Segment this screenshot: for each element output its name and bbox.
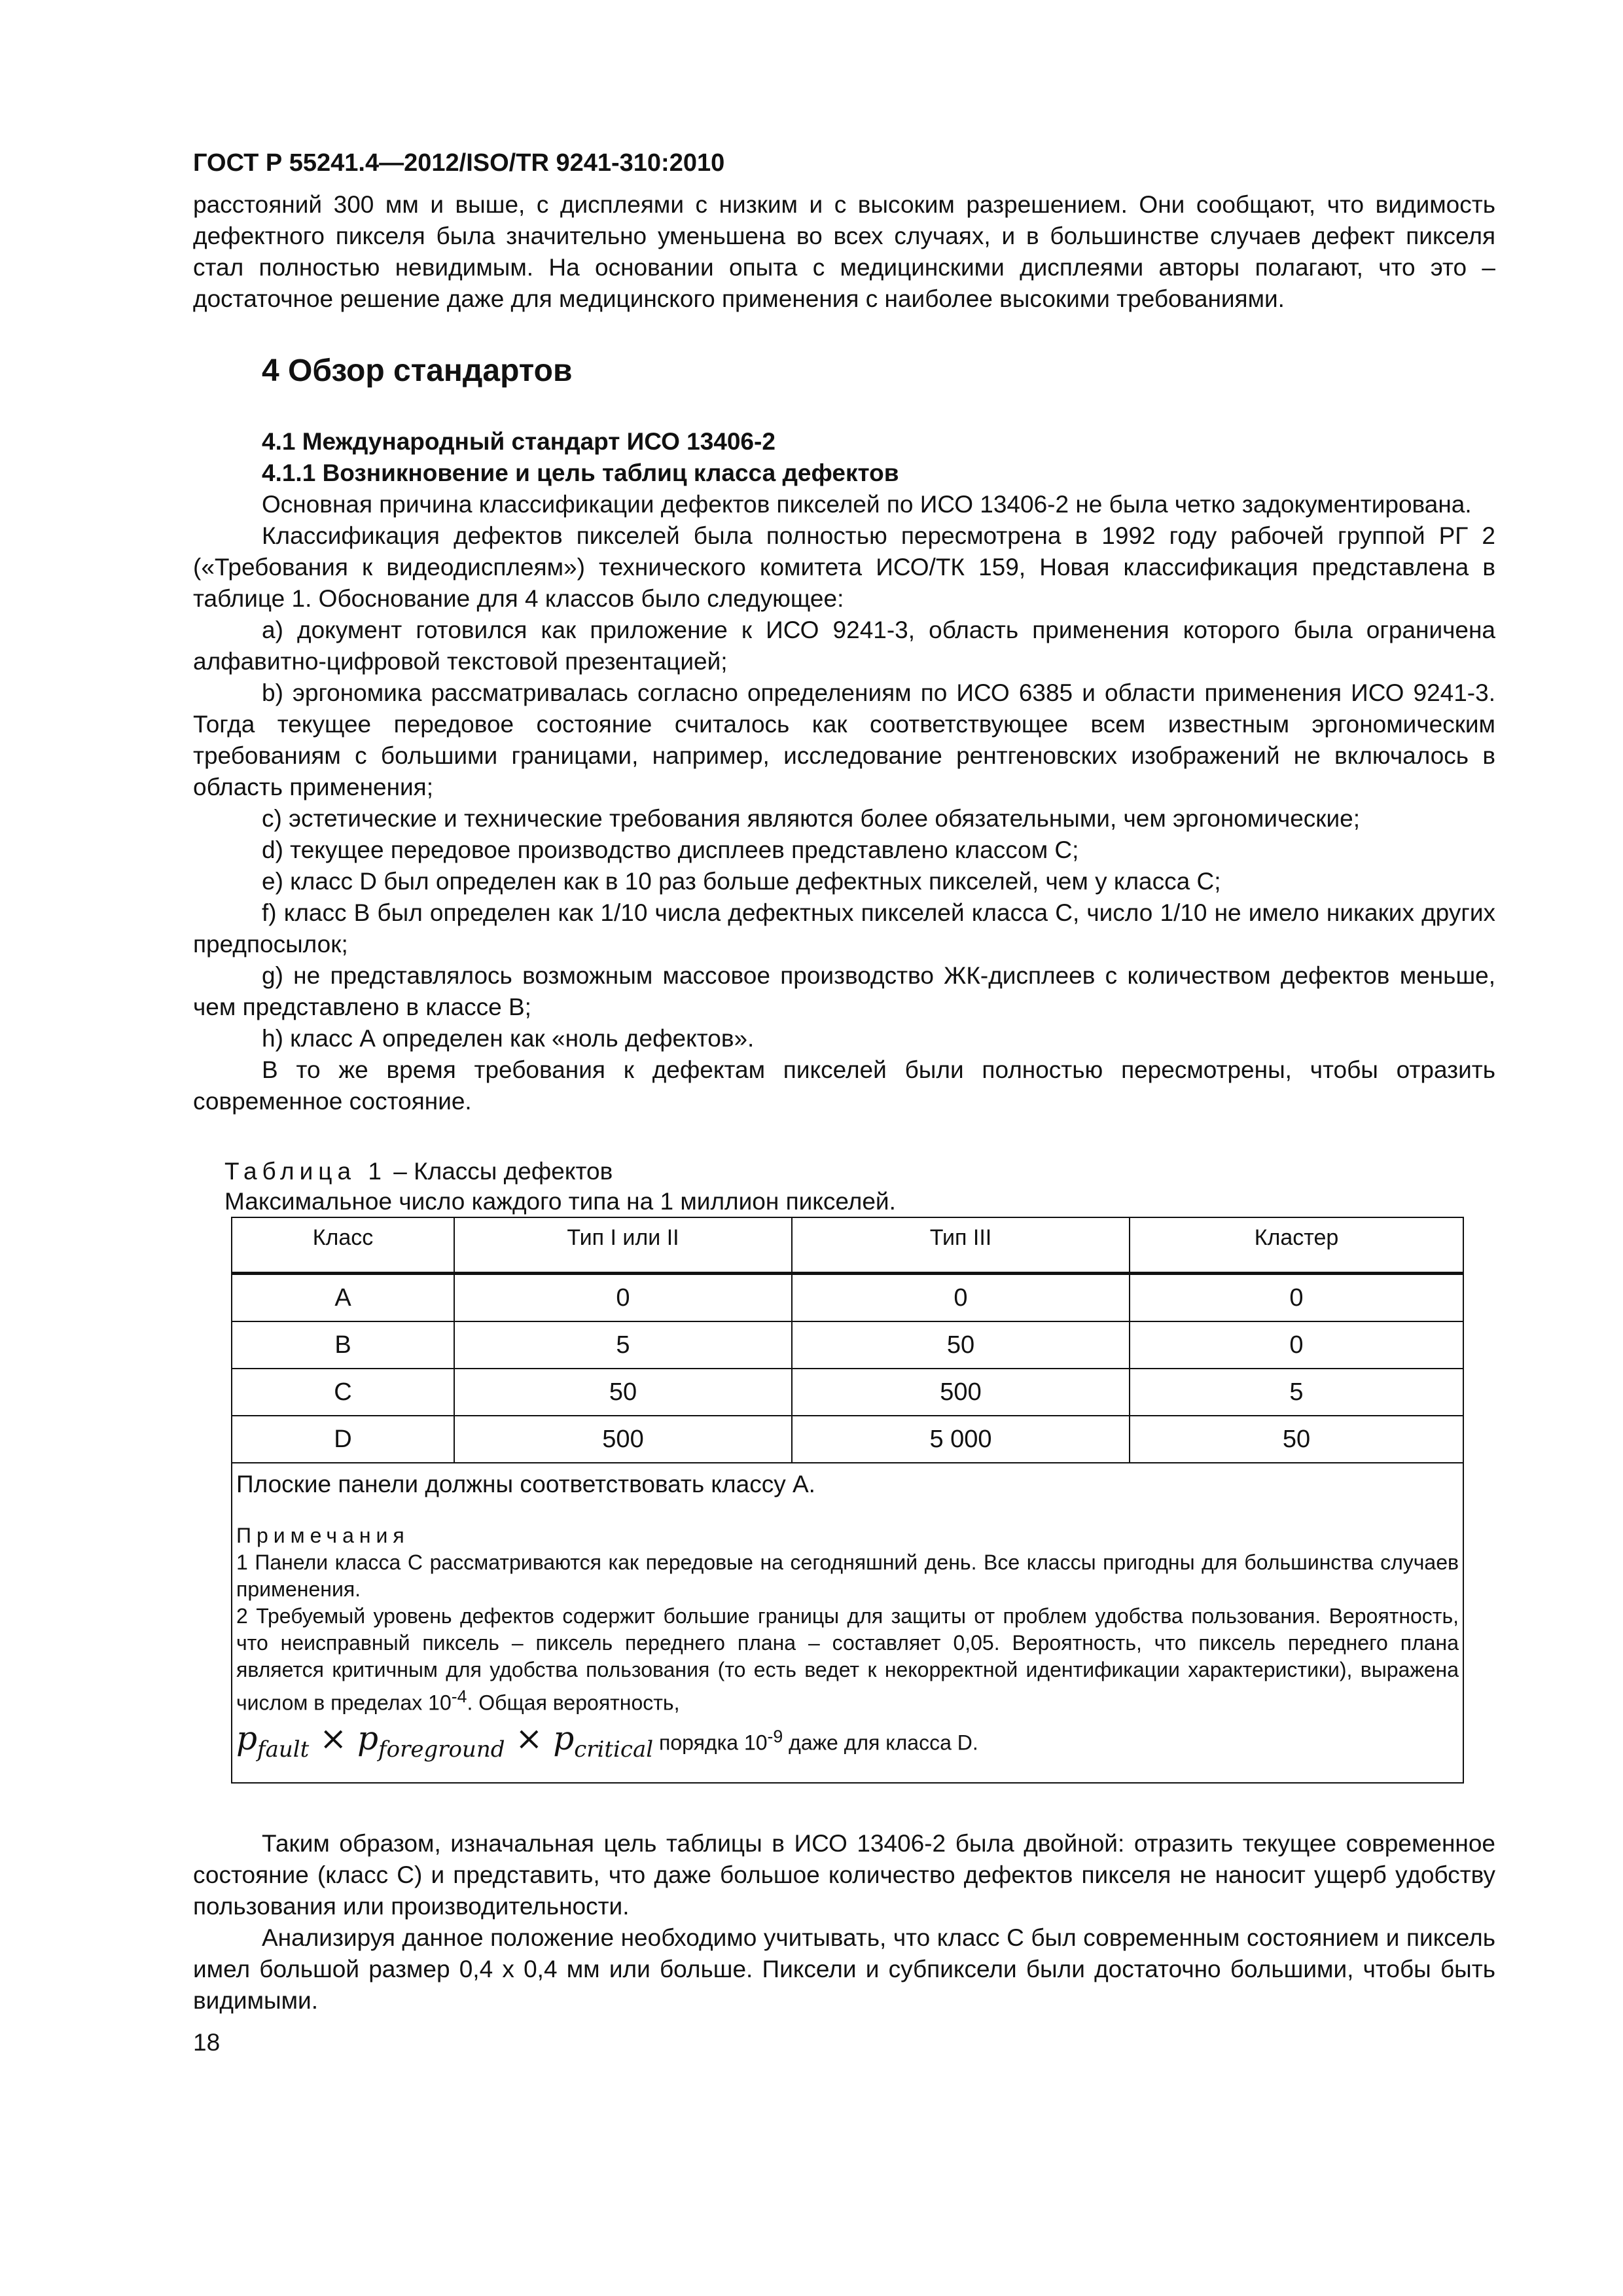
table-cell: 5 <box>1130 1369 1463 1416</box>
table-cell: 0 <box>454 1274 792 1322</box>
table-cell: B <box>232 1321 454 1369</box>
note-2-text: 2 Требуемый уровень дефектов содержит большие границы для защиты от проблем удобства пользования. Вероятность, что неисправный пиксель – пиксель переднего плана – составляет 0,05. Вероятность, что пиксель переднего плана является критичным для удобства пользования (то есть ведет к некорректной идентификации характеристики), выражена числом в пределах 10 <box>236 1604 1459 1715</box>
column-header: Класс <box>232 1217 454 1274</box>
list-item-h: h) класс А определен как «ноль дефектов». <box>262 1025 755 1052</box>
formula-p: p <box>553 1719 575 1758</box>
defect-class-table <box>231 1217 1464 1784</box>
list-item-f: f) класс В был определен как 1/10 числа дефектных пикселей класса С, число 1/10 не имело никаких других предпосылок; <box>193 899 1495 958</box>
table-cell: 50 <box>454 1369 792 1416</box>
formula-sub-critical: critical <box>574 1736 654 1763</box>
table-cell: 0 <box>1130 1321 1463 1369</box>
table-header-row <box>232 1217 1463 1274</box>
formula-exponent: -9 <box>767 1726 783 1746</box>
table-cell: 0 <box>1130 1274 1463 1322</box>
document-page <box>193 147 1495 2058</box>
note-1: 1 Панели класса С рассматриваются как передовые на сегодняшний день. Все классы пригодны для большинства случаев применения. <box>236 1551 1459 1601</box>
table-row <box>232 1369 1463 1416</box>
list-item-d: d) текущее передовое производство дисплеев представлено классом С; <box>262 836 1079 863</box>
list-item-e: e) класс D был определен как в 10 раз больше дефектных пикселей, чем у класса С; <box>262 868 1221 895</box>
table-cell: 500 <box>454 1416 792 1463</box>
table-cell: 0 <box>792 1274 1130 1322</box>
paragraph-3: В то же время требования к дефектам пикселей были полностью пересмотрены, чтобы отразить современное состояние. <box>193 1056 1495 1115</box>
table-caption-label: Таблица 1 <box>224 1158 387 1185</box>
table-row <box>232 1321 1463 1369</box>
table-caption <box>193 1157 1495 1187</box>
formula-tail-end: даже для класса D. <box>783 1731 978 1755</box>
table-footer-text: Плоские панели должны соответствовать классу А. <box>236 1471 815 1498</box>
formula-p: p <box>236 1719 258 1758</box>
paragraph-1: Основная причина классификации дефектов пикселей по ИСО 13406-2 не была четко задокументирована. <box>262 491 1472 518</box>
list-item-g: g) не представлялось возможным массовое производство ЖК-дисплеев с количеством дефектов меньше, чем представлено в классе В; <box>193 962 1495 1020</box>
subsubsection-title: 4.1.1 Возникновение и цель таблиц класса дефектов <box>262 459 899 486</box>
formula-sub-fault: fault <box>257 1736 310 1763</box>
paragraph-2: Классификация дефектов пикселей была полностью пересмотрена в 1992 году рабочей группой РГ 2 («Требования к видеодисплеям») технического комитета ИСО/ТК 159, Новая классификация представлена в таблице 1. Обоснование для 4 классов было следующее: <box>193 522 1495 612</box>
column-header: Тип III <box>792 1217 1130 1274</box>
formula-tail: порядка 10 <box>653 1731 768 1755</box>
note-2 <box>236 1603 1459 1717</box>
list-item-b: b) эргономика рассматривалась согласно определениям по ИСО 6385 и области применения ИСО 9241-3. Тогда текущее передовое состояние считалось как соответствующее всем известным эргономическим требованиям с большими границами, например, исследование рентгеновских изображений не включалось в область применения; <box>193 679 1495 800</box>
table-notes-cell <box>232 1463 1463 1783</box>
document-header: ГОСТ Р 55241.4—2012/ISO/TR 9241-310:2010 <box>193 149 725 177</box>
table-cell: 50 <box>792 1321 1130 1369</box>
page-number: 18 <box>193 2029 221 2056</box>
section-title: 4 Обзор стандартов <box>262 353 573 388</box>
table-cell: A <box>232 1274 454 1322</box>
table-notes-row <box>232 1463 1463 1783</box>
formula-times: × <box>505 1719 554 1758</box>
list-item-c: c) эстетические и технические требования являются более обязательными, чем эргономические; <box>262 805 1361 832</box>
formula-line <box>236 1717 1459 1770</box>
subsection-title: 4.1 Международный стандарт ИСО 13406-2 <box>262 428 776 455</box>
intro-paragraph: расстояний 300 мм и выше, с дисплеями с низким и с высоким разрешением. Они сообщают, что видимость дефектного пикселя была значительно уменьшена во всех случаях, и в большинстве случаев дефект пикселя стал полностью невидимым. На основании опыта с медицинскими дисплеями авторы полагают, что это – достаточное решение даже для медицинского применения с наиболее высокими требованиями. <box>193 191 1495 312</box>
table-subcaption: Максимальное число каждого типа на 1 миллион пикселей. <box>224 1188 896 1215</box>
paragraph-4: Таким образом, изначальная цель таблицы в ИСО 13406-2 была двойной: отразить текущее современное состояние (класс С) и представить, что даже большое количество дефектов пикселя не наносит ущерб удобству пользования или производительности. <box>193 1830 1495 1920</box>
table-cell: D <box>232 1416 454 1463</box>
table-row <box>232 1416 1463 1463</box>
formula-sub-foreground: foreground <box>378 1736 505 1763</box>
column-header: Кластер <box>1130 1217 1463 1274</box>
note-2-exponent: -4 <box>451 1687 467 1706</box>
table-caption-title: – Классы дефектов <box>386 1158 613 1185</box>
list-item-a: a) документ готовился как приложение к ИСО 9241-3, область применения которого была ограничена алфавитно-цифровой текстовой презентацией; <box>193 617 1495 675</box>
notes-title: Примечания <box>236 1524 410 1547</box>
paragraph-5: Анализируя данное положение необходимо учитывать, что класс С был современным состоянием и пиксель имел большой размер 0,4 х 0,4 мм или больше. Пиксели и субпиксели были достаточно большими, чтобы быть видимыми. <box>193 1924 1495 2015</box>
note-2-end: . Общая вероятность, <box>467 1691 680 1715</box>
table-cell: 5 000 <box>792 1416 1130 1463</box>
column-header: Тип I или II <box>454 1217 792 1274</box>
formula-p: p <box>357 1719 379 1758</box>
formula-times: × <box>309 1719 357 1758</box>
table-cell: C <box>232 1369 454 1416</box>
table-cell: 50 <box>1130 1416 1463 1463</box>
table-row <box>232 1274 1463 1322</box>
probability-formula <box>236 1719 654 1763</box>
table-cell: 500 <box>792 1369 1130 1416</box>
table-cell: 5 <box>454 1321 792 1369</box>
